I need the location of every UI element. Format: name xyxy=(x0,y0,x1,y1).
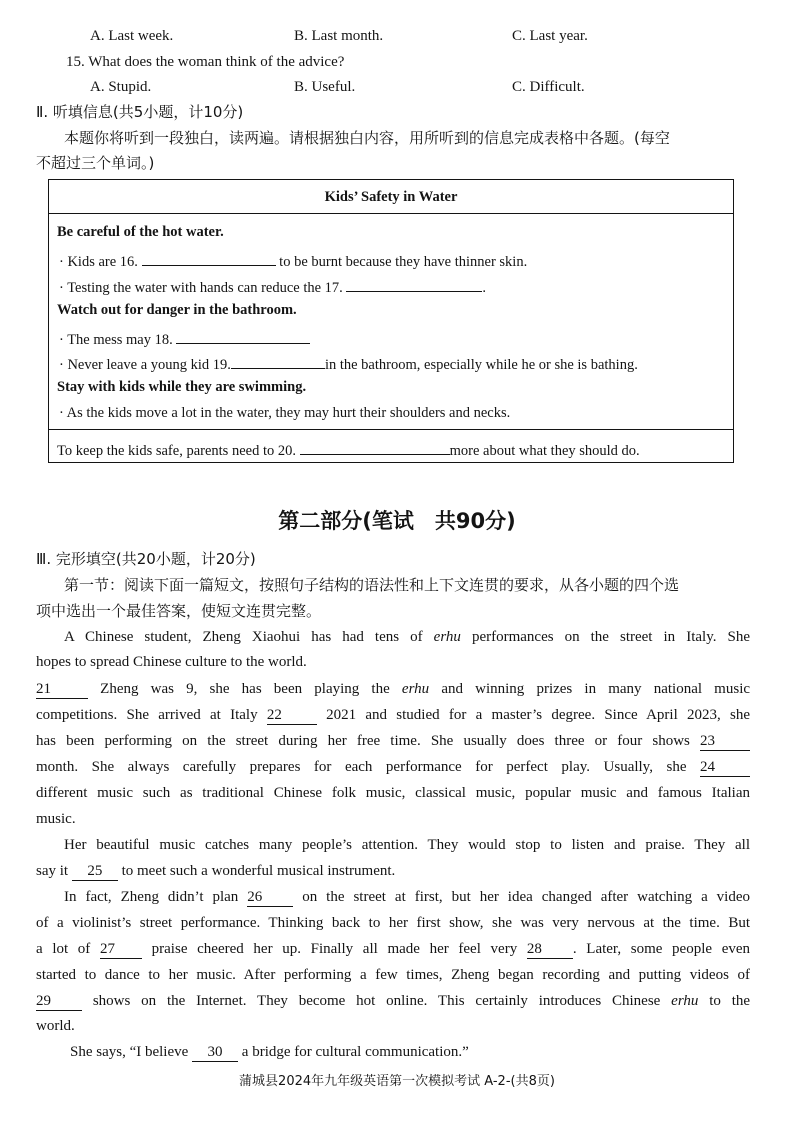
passage-line: competitions. She arrived at Italy 22 2021 and studied for a master’s degree. Since April 2023, she xyxy=(36,707,751,723)
table-heading-swimming: Stay with kids while they are swimming. xyxy=(57,379,307,395)
blank-20[interactable] xyxy=(300,438,450,455)
passage-line: music. xyxy=(36,811,76,827)
table-divider-footer xyxy=(49,429,733,430)
blank-30[interactable]: 30 xyxy=(192,1043,238,1062)
passage-line: 29 shows on the Internet. They become hot online. This certainly introduces Chinese erhu to the xyxy=(36,993,751,1009)
section3-header: Ⅲ. 完形填空(共20小题，计20分) xyxy=(36,550,256,568)
passage-line: A Chinese student, Zheng Xiaohui has had tens of erhu performances on the street in Italy. She xyxy=(64,629,751,645)
q15-option-c: C. Difficult. xyxy=(512,79,585,95)
passage-line: of a violinist’s street performance. Thinking back to her first show, she was very nervous at the time. But xyxy=(36,915,750,931)
blank-19[interactable] xyxy=(231,352,325,369)
section2-instruction-2: 不超过三个单词。) xyxy=(36,154,155,172)
passage-line: 21 Zheng was 9, she has been playing the erhu and winning prizes in many national music xyxy=(36,681,751,697)
passage-line: a lot of 27 praise cheered her up. Finally all made her feel very 28 . Later, some people even xyxy=(36,941,751,957)
blank-16[interactable] xyxy=(142,249,276,266)
blank-23[interactable]: 23 xyxy=(700,732,750,751)
table-row-20: To keep the kids safe, parents need to 20. more about what they should do. xyxy=(57,438,640,461)
passage-line: has been performing on the street during her free time. She usually does three or four shows 23 xyxy=(36,731,750,751)
blank-22[interactable]: 22 xyxy=(267,706,317,725)
passage-line: In fact, Zheng didn’t plan 26 on the street at first, but her idea changed after watching a video xyxy=(64,889,751,905)
blank-25[interactable]: 25 xyxy=(72,862,118,881)
table-heading-bathroom: Watch out for danger in the bathroom. xyxy=(57,302,297,318)
table-title: Kids’ Safety in Water xyxy=(324,189,458,205)
table-divider xyxy=(49,213,733,214)
q14-option-b: B. Last month. xyxy=(294,28,384,44)
blank-29[interactable]: 29 xyxy=(36,992,82,1011)
passage-line: Her beautiful music catches many people’s attention. They would stop to listen and praise. They all xyxy=(64,837,750,853)
passage-line: hopes to spread Chinese culture to the world. xyxy=(36,654,307,670)
blank-18[interactable] xyxy=(176,327,310,344)
table-row-19: · Never leave a young kid 19. in the bathroom, especially while he or she is bathing. xyxy=(59,352,638,375)
section2-instruction-1: 本题你将听到一段独白，读两遍。请根据独白内容，用所听到的信息完成表格中各题。(每空 xyxy=(64,129,670,147)
q14-option-c: C. Last year. xyxy=(512,28,588,44)
blank-27[interactable]: 27 xyxy=(100,940,142,959)
table-row-16: · Kids are 16. to be burnt because they have thinner skin. xyxy=(59,249,527,272)
q15-option-b: B. Useful. xyxy=(294,79,356,95)
passage-line: month. She always carefully prepares for each performance for perfect play. Usually, she 24 xyxy=(36,757,750,777)
table-heading-hot-water: Be careful of the hot water. xyxy=(57,224,224,240)
passage-line: different music such as traditional Chinese folk music, classical music, popular music and famous Italian xyxy=(36,785,750,801)
table-row-swimming: · As the kids move a lot in the water, they may hurt their shoulders and necks. xyxy=(59,405,511,421)
passage-line: say it 25 to meet such a wonderful musical instrument. xyxy=(36,863,396,879)
q15-question: 15. What does the woman think of the advice? xyxy=(66,54,345,70)
page-footer: 蒲城县2024年九年级英语第一次模拟考试 A-2-(共8页) xyxy=(239,1074,555,1089)
blank-26[interactable]: 26 xyxy=(247,888,293,907)
blank-24[interactable]: 24 xyxy=(700,758,750,777)
table-row-17: · Testing the water with hands can reduce the 17. . xyxy=(59,275,486,298)
part2-title: 第二部分(笔试 共90分) xyxy=(278,509,516,533)
blank-17[interactable] xyxy=(346,275,482,292)
blank-28[interactable]: 28 xyxy=(527,940,573,959)
section3-instruction-1: 第一节：阅读下面一篇短文，按照句子结构的语法性和上下文连贯的要求，从各小题的四个选 xyxy=(64,576,680,594)
passage-line: She says, “I believe 30 a bridge for cultural communication.” xyxy=(70,1044,469,1060)
blank-21[interactable]: 21 xyxy=(36,680,88,699)
section3-instruction-2: 项中选出一个最佳答案，使短文连贯完整。 xyxy=(36,602,322,620)
passage-line: started to dance to her music. After performing a few times, Zheng began recording and putting videos of xyxy=(36,967,750,983)
section2-header: Ⅱ. 听填信息(共5小题，计10分) xyxy=(36,103,244,121)
table-row-18: · The mess may 18. xyxy=(59,327,310,350)
q15-option-a: A. Stupid. xyxy=(90,79,152,95)
passage-line: world. xyxy=(36,1018,75,1034)
safety-table xyxy=(48,179,734,463)
q14-option-a: A. Last week. xyxy=(90,28,174,44)
